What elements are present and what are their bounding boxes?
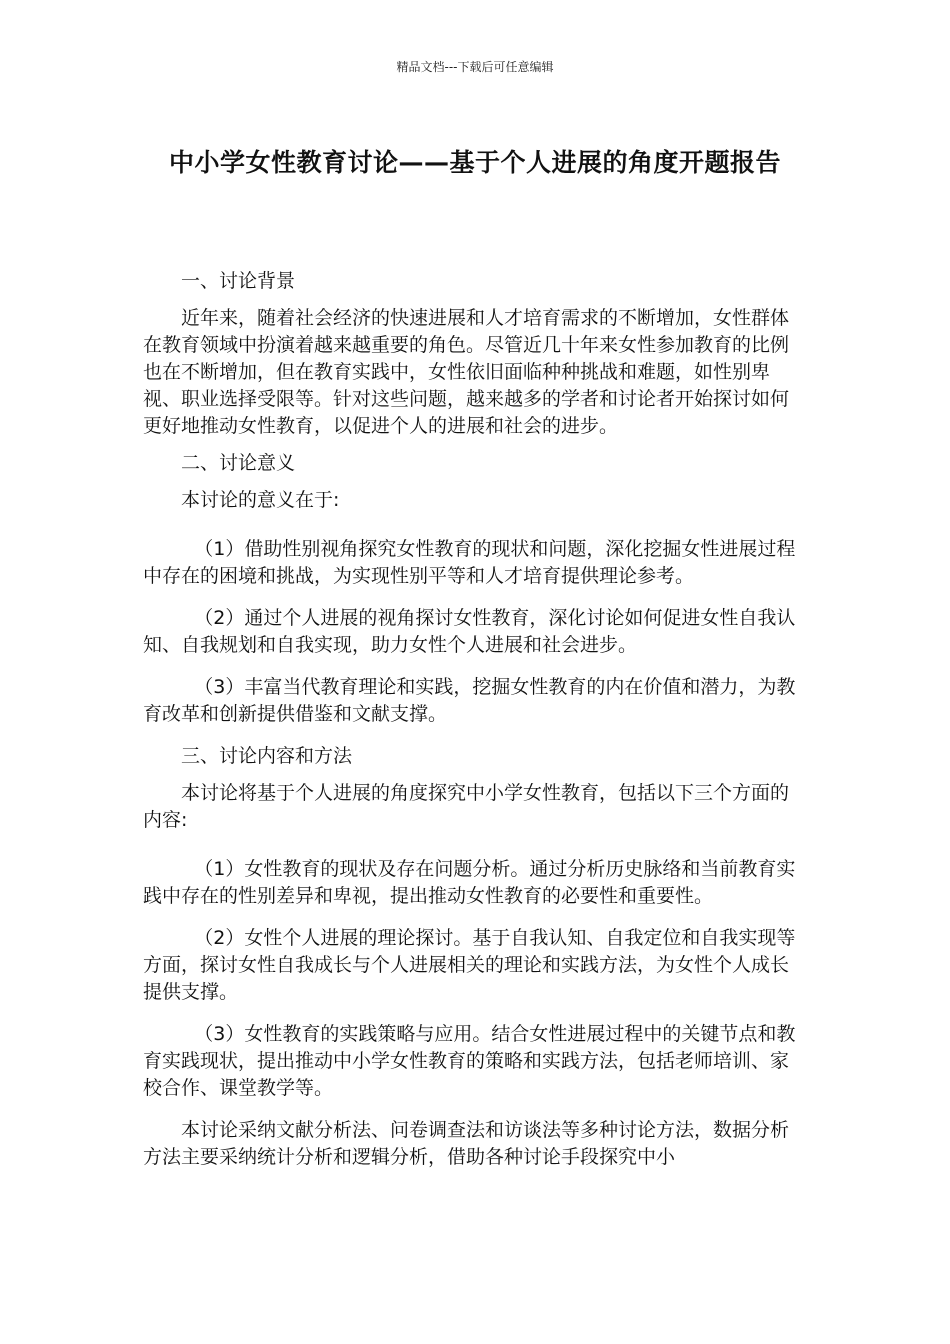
document-body [143,268,807,1181]
significance-item: （2）通过个人进展的视角探讨女性教育，深化讨论如何促进女性自我认知、自我规划和自我实现，助力女性个人进展和社会进步。 [143,607,796,656]
content-intro: 本讨论将基于个人进展的角度探究中小学女性教育，包括以下三个方面的内容: [143,782,790,831]
section-heading-content: 三、讨论内容和方法 [181,745,353,767]
significance-item: （3）丰富当代教育理论和实践，挖掘女性教育的内在价值和潜力，为教育改革和创新提供借鉴和文献支撑。 [143,676,796,725]
significance-item: （1）借助性别视角探究女性教育的现状和问题，深化挖掘女性进展过程中存在的困境和挑战，为实现性别平等和人才培育提供理论参考。 [143,538,796,587]
significance-intro: 本讨论的意义在于: [181,489,340,511]
document-title: 中小学女性教育讨论——基于个人进展的角度开题报告 [168,148,781,177]
content-item: （2）女性个人进展的理论探讨。基于自我认知、自我定位和自我实现等方面，探讨女性自我成长与个人进展相关的理论和实践方法，为女性个人成长提供支撑。 [143,927,796,1003]
section-heading-significance: 二、讨论意义 [181,452,296,474]
content-item: （1）女性教育的现状及存在问题分析。通过分析历史脉络和当前教育实践中存在的性别差异和卑视，提出推动女性教育的必要性和重要性。 [143,858,796,907]
content-item: （3）女性教育的实践策略与应用。结合女性进展过程中的关键节点和教育实践现状，提出推动中小学女性教育的策略和实践方法，包括老师培训、家校合作、课堂教学等。 [143,1023,796,1099]
header-note: 精品文档---下载后可任意编辑 [396,60,554,74]
methods-paragraph: 本讨论采纳文献分析法、问卷调查法和访谈法等多种讨论方法，数据分析方法主要采纳统计分析和逻辑分析，借助各种讨论手段探究中小 [143,1119,790,1168]
section-heading-background: 一、讨论背景 [181,270,296,292]
background-paragraph: 近年来，随着社会经济的快速进展和人才培育需求的不断增加，女性群体在教育领域中扮演着越来越重要的角色。尽管近几十年来女性参加教育的比例也在不断增加，但在教育实践中，女性依旧面临种种挑战和难题，如性别卑视、职业选择受限等。针对这些问题，越来越多的学者和讨论者开始探讨如何更好地推动女性教育，以促进个人的进展和社会的进步。 [143,307,790,437]
